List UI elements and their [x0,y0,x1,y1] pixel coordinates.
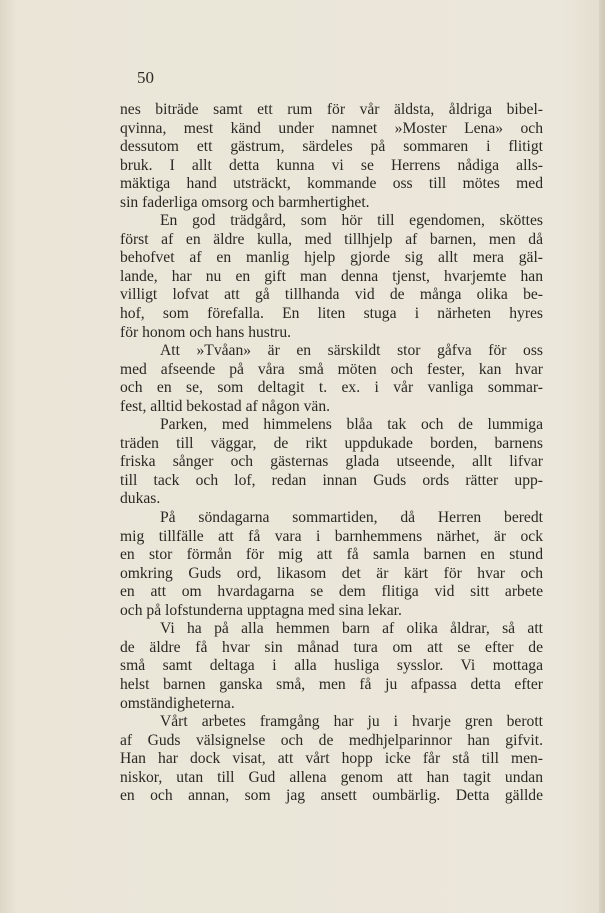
text-line: dukas. [120,490,161,508]
text-line: Parken, med himmelens blåa tak och de lummiga [160,416,543,434]
page-number: 50 [137,68,154,87]
text-line: de äldre få hvar sin månad tura om att se efter de [120,638,543,656]
text-line: till tack och lof, redan innan Guds ords rätter upp- [120,471,543,489]
text-line: med afseende på våra små möten och fester, kan hvar [120,360,543,378]
text-line: fest, alltid bekostad af någon vän. [120,397,331,415]
text-line: omkring Guds ord, likasom det är kärt för hvar och [120,564,543,582]
text-line: villigt lofvat att gå tillhanda vid de många olika be- [120,286,543,304]
text-line: små samt deltaga i alla husliga sysslor. Vi mottaga [120,657,543,675]
text-line: träden till väggar, de rikt uppdukade borden, barnens [120,434,543,452]
text-line: och på lofstunderna upptagna med sina lekar. [120,601,402,619]
text-line: På söndagarna sommartiden, då Herren beredt [160,509,543,527]
text-line: En god trädgård, som hör till egendomen, sköttes [160,212,543,230]
paragraph [120,101,543,212]
paragraph [120,713,543,806]
text-line: och en se, som deltagit t. ex. i vår vanliga sommar- [120,379,543,397]
paragraph [120,342,543,416]
text-line: dessutom ett gästrum, särdeles på sommaren i flitigt [120,138,543,156]
text-line: bruk. I allt detta kunna vi se Herrens nådiga alls- [120,156,543,174]
text-line: nes biträde samt ett rum för vår äldsta, åldriga bibel- [120,101,543,118]
paragraph [120,509,543,620]
text-line: af Guds välsignelse och de medhjelparinnor han gifvit. [120,731,543,749]
text-line: niskor, utan till Gud allena genom att han tagit undan [120,768,543,786]
text-line: en att om hvardagarna se dem flitiga vid sitt arbete [120,583,543,601]
text-line: qvinna, mest känd under namnet »Moster Lena» och [120,119,543,137]
text-line: friska sånger och gästernas glada utseende, allt lifvar [120,453,543,471]
text-line: för honom och hans hustru. [120,323,292,341]
text-line: hof, som förefalla. En liten stuga i närheten hyres [120,305,543,323]
paragraph [120,212,543,342]
text-line: Vårt arbetes framgång har ju i hvarje gren berott [160,713,543,731]
body-text [120,101,543,806]
text-line: Vi ha på alla hemmen barn af olika åldrar, så att [160,620,543,638]
page-edge [599,0,605,913]
text-line: Han har dock visat, att vårt hopp icke får stå till men- [120,750,543,768]
text-line: en stor förmån för mig att få samla barnen en stund [120,546,543,564]
paragraph [120,416,543,509]
text-line: mig tillfälle att få vara i barnhemmens närhet, är ock [120,527,543,545]
text-line: mäktiga hand utsträckt, kommande oss till mötes med [120,175,543,193]
text-line: lande, har nu en gift man denna tjenst, hvarjemte han [120,267,543,285]
text-line: omständigheterna. [120,694,235,712]
text-line: Att »Tvåan» är en särskildt stor gåfva för oss [160,342,543,360]
text-line: en och annan, som jag ansett oumbärlig. Detta gällde [120,787,543,805]
text-line: helst barnen ganska små, men få ju afpassa detta efter [120,675,543,693]
paragraph [120,620,543,713]
text-line: behofvet af en manlig hjelp gjorde sig allt mera gäl- [120,249,543,267]
text-line: sin faderliga omsorg och barmhertighet. [120,193,370,211]
text-line: först af en äldre kulla, med tillhjelp af barnen, men då [120,230,543,248]
